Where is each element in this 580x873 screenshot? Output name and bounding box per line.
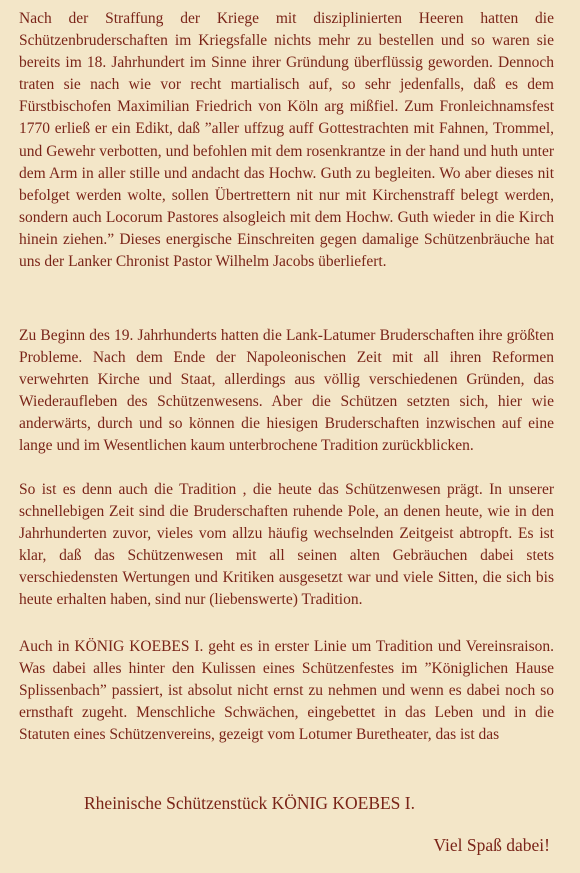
paragraph-2: Zu Beginn des 19. Jahrhunderts hatten die Lank-Latumer Bruderschaften ihre größten Probleme. Nach dem Ende der Napoleonischen Zeit mit all ihren Reformen verwehrten Kirche und Staat, allerdings aus völlig verschiedenen Gründen, das Wiederaufleben des Schützenwesens. Aber die Schützen setzten sich, hier wie anderwärts, durch und so können die hiesigen Bruderschaften inzwischen auf eine lange und im Wesentlichen kaum unterbrochene Tradition zurückblicken.	[19, 327, 554, 455]
paragraph-4: Auch in KÖNIG KOEBES I. geht es in erster Linie um Tradition und Vereinsraison. Was dabei alles hinter den Kulissen eines Schützenfestes im ”Königlichen Hause Splissenbach” passiert, ist absolut nicht ernst zu nehmen und wenn es dabei noch so ernsthaft zugeht. Menschliche Schwächen, eingebettet in das Leben und in die Statuten eines Schützenvereins, gezeigt vom Lotumer Buretheater, das ist das	[19, 638, 554, 744]
play-title: Rheinische Schützenstück KÖNIG KOEBES I.	[84, 793, 415, 813]
paragraph-1: Nach der Straffung der Kriege mit disziplinierten Heeren hatten die Schützenbruderschaften im Kriegsfalle nichts mehr zu bestellen und so waren sie bereits im 18. Jahrhundert im Sinne ihrer Gründung überflüssig geworden. Dennoch traten sie nach wie vor recht martialisch auf, so sehr jedenfalls, daß es dem Fürstbischofen Maximilian Friedrich von Köln arg mißfiel. Zum Fronleichnamsfest 1770 erließ er ein Edikt, daß ”aller uffzug auff Gottestrachten mit Fahnen, Trommel, und Gewehr verbotten, und befohlen mit dem rosenkrantze in der hand und huth unter dem Arm in aller stille und andacht das Hochw. Guth zu begleiten. Wo aber dieses nit befolget werden wolte, sollen Übertrettern nit nur mit Kirchenstraff belegt werden, sondern auch Locorum Pastores alsogleich mit dem Hochw. Guth wieder in die Kirch hinein ziehen.” Dieses energische Einschreiten gegen damalige Schützenbräuche hat uns der Lanker Chronist Pastor Wilhelm Jacobs überliefert.	[19, 10, 554, 271]
closing-greeting: Viel Spaß dabei!	[433, 835, 550, 855]
paragraph-3: So ist es denn auch die Tradition , die heute das Schützenwesen prägt. In unserer schnellebigen Zeit sind die Bruderschaften ruhende Pole, an denen heute, wie in den Jahrhunderten zuvor, vieles vom allzu häufig wechselnden Zeitgeist abtropft. Es ist klar, daß das Schützenwesen mit all seinen alten Gebräuchen dabei stets verschiedensten Wertungen und Kritiken ausgesetzt war und viele Sitten, die sich bis heute erhalten haben, sind nur (liebenswerte) Tradition.	[19, 481, 554, 609]
